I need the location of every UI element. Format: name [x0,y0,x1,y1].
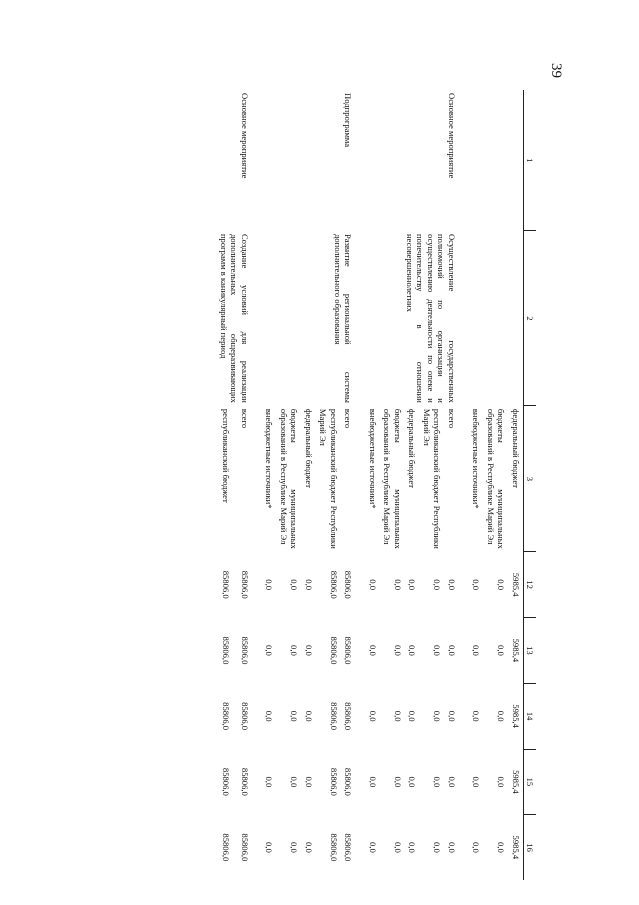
value-cell-16: 85806,0 [328,833,339,862]
value-cell-15: 0,0 [303,776,314,788]
funding-source-cell: внебюджетные источники* [471,408,482,509]
row-name-cell: Создание условий для реализации дополнительных общеразвивающих программ в каникулярный период [218,233,250,403]
value-cell-13: 0,0 [407,645,418,656]
value-cell-13: 0,0 [367,645,378,656]
funding-source-cell: бюджеты муниципальных образований в Республике Марий Эл [382,408,403,549]
value-cell-14: 85806,0 [239,702,250,731]
value-cell-15: 0,0 [471,776,482,788]
header-col-15: 15 [523,749,536,815]
value-cell-16: 0,0 [496,842,507,853]
funding-source-cell: всего [446,408,457,429]
value-cell-13: 85806,0 [221,636,232,665]
rotated-sheet [116,90,536,880]
value-cell-13: 0,0 [289,645,300,656]
value-cell-12: 0,0 [264,579,275,591]
header-col-3: 3 [523,406,536,552]
funding-source-cell: федеральный бюджет [303,408,314,488]
row-name-cell: Развитие региональной системы дополнительного образования [332,233,354,403]
value-cell-15: 85806,0 [221,767,232,796]
value-cell-12: 0,0 [496,579,507,591]
budget-table [216,90,536,880]
row-type-cell: Подпрограмма [343,93,354,148]
row-type-cell: Основное мероприятие [446,93,457,179]
value-cell-12: 0,0 [367,579,378,591]
value-cell-12: 0,0 [392,579,403,591]
value-cell-15: 0,0 [496,776,507,788]
value-cell-15: 85806,0 [328,767,339,796]
funding-source-cell: внебюджетные источники* [367,408,378,509]
value-cell-16: 85806,0 [239,833,250,862]
value-cell-14: 0,0 [496,710,507,722]
funding-source-cell: республиканский бюджет [221,408,232,503]
value-cell-13: 0,0 [392,645,403,656]
value-cell-15: 0,0 [392,776,403,788]
row-type-cell: Основное мероприятие [239,93,250,179]
value-cell-12: 85806,0 [343,570,354,599]
value-cell-16: 0,0 [367,842,378,853]
value-cell-14: 0,0 [367,710,378,722]
value-cell-16: 85806,0 [221,833,232,862]
value-cell-12: 85806,0 [328,570,339,599]
value-cell-13: 85806,0 [343,636,354,665]
row-name-cell: Осуществление государственных полномочий по организации и осуществлению деятельности по опеке и попечительству в отношении несовершеннолетних [404,233,457,403]
value-cell-16: 85806,0 [343,833,354,862]
value-cell-12: 0,0 [446,579,457,591]
row-name-cell [469,231,523,406]
value-cell-16: 0,0 [392,842,403,853]
value-cell-13: 0,0 [303,645,314,656]
value-cell-14: 0,0 [303,710,314,722]
value-cell-13: 0,0 [446,645,457,656]
table-row [508,90,523,880]
value-cell-16: 0,0 [289,842,300,853]
header-col-2: 2 [523,231,536,406]
value-cell-15: 5985,4 [510,770,521,794]
value-cell-14: 0,0 [432,710,443,722]
value-cell-14: 0,0 [407,710,418,722]
value-cell-14: 85806,0 [221,702,232,731]
value-cell-13: 0,0 [496,645,507,656]
budget-table-body [216,90,536,880]
funding-source-cell: внебюджетные источники* [264,408,275,509]
header-col-1: 1 [523,90,536,231]
value-cell-14: 0,0 [471,710,482,722]
value-cell-14: 85806,0 [343,702,354,731]
value-cell-15: 0,0 [367,776,378,788]
value-cell-14: 0,0 [446,710,457,722]
table-header-row [523,90,536,880]
value-cell-16: 0,0 [303,842,314,853]
value-cell-15: 85806,0 [239,767,250,796]
table-row [341,90,365,880]
value-cell-13: 0,0 [264,645,275,656]
value-cell-16: 0,0 [432,842,443,853]
value-cell-13: 0,0 [432,645,443,656]
funding-source-cell: бюджеты муниципальных образований в Республике Марий Эл [485,408,507,549]
row-type-cell [469,90,523,231]
table-row [233,90,262,880]
funding-source-cell: всего [343,408,354,429]
value-cell-14: 0,0 [264,710,275,722]
value-cell-12: 85806,0 [239,570,250,599]
value-cell-14: 85806,0 [328,702,339,731]
value-cell-12: 0,0 [471,579,482,591]
header-col-12: 12 [523,552,536,618]
table-row [444,90,468,880]
value-cell-12: 5985,4 [510,572,521,597]
value-cell-15: 0,0 [407,776,418,788]
value-cell-12: 0,0 [289,579,300,591]
value-cell-12: 0,0 [303,579,314,591]
value-cell-16: 0,0 [471,842,482,853]
value-cell-14: 0,0 [289,710,300,722]
value-cell-16: 0,0 [264,842,275,853]
header-col-13: 13 [523,618,536,684]
funding-source-cell: федеральный бюджет [407,408,418,488]
value-cell-12: 0,0 [432,579,443,591]
value-cell-15: 0,0 [432,776,443,788]
value-cell-16: 0,0 [446,842,457,853]
value-cell-13: 85806,0 [239,636,250,665]
value-cell-13: 5985,4 [510,638,521,663]
value-cell-16: 5985,4 [510,835,521,860]
page-number: 39 [548,63,564,78]
value-cell-13: 0,0 [471,645,482,656]
value-cell-16: 0,0 [407,842,418,853]
funding-source-cell: республиканский бюджет Республики Марий Эл [318,408,339,549]
funding-source-cell: всего [239,408,250,429]
value-cell-14: 5985,4 [510,704,521,728]
funding-source-cell: бюджеты муниципальных образований в Республике Марий Эл [278,408,300,549]
value-cell-14: 0,0 [392,710,403,722]
funding-source-cell: федеральный бюджет [510,408,521,488]
value-cell-12: 0,0 [407,579,418,591]
value-cell-12: 85806,0 [221,570,232,599]
value-cell-15: 0,0 [446,776,457,788]
header-col-16: 16 [523,815,536,880]
header-col-14: 14 [523,683,536,749]
value-cell-15: 0,0 [289,776,300,788]
value-cell-15: 0,0 [264,776,275,788]
value-cell-13: 85806,0 [328,636,339,665]
value-cell-15: 85806,0 [343,767,354,796]
funding-source-cell: республиканский бюджет Республики Марий Эл [421,408,443,549]
